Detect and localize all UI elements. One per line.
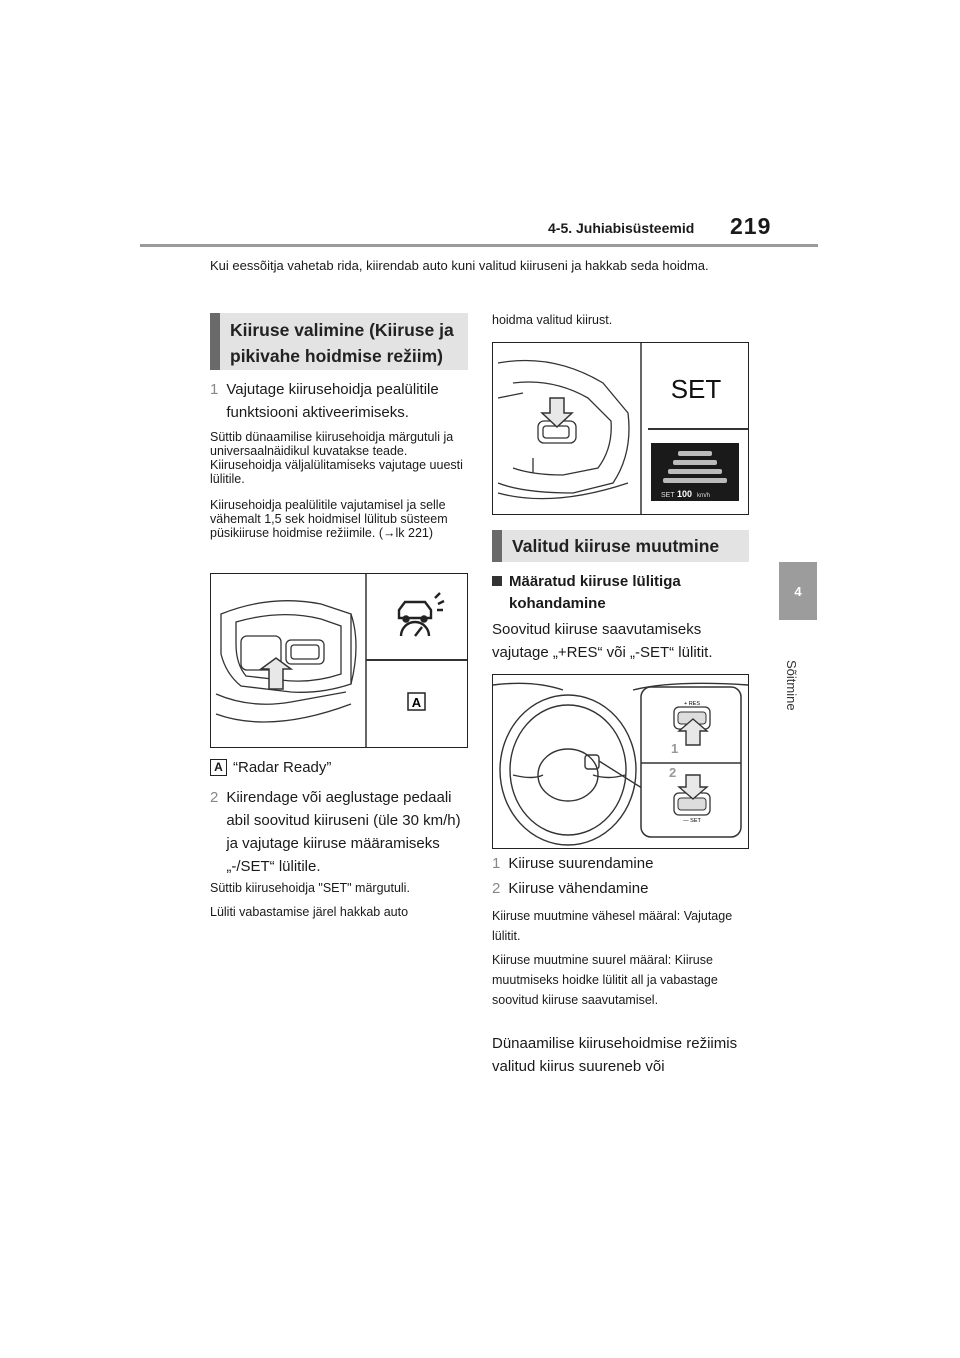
subheading xyxy=(492,571,749,615)
figure-res-set-switch xyxy=(492,674,749,849)
list-text: Kiiruse suurendamine xyxy=(508,855,654,872)
set-label: — SET xyxy=(683,818,701,824)
figure-caption xyxy=(210,756,331,779)
press-arrow-icon xyxy=(542,398,572,427)
continuation-text: hoidma valitud kiirust. xyxy=(492,313,613,327)
header-rule xyxy=(140,244,818,247)
chapter-tab xyxy=(779,562,817,620)
step-text: Vajutage kiirusehoidja pealülitile funktsiooni aktiveerimiseks. xyxy=(226,381,439,421)
display-speed: 100 xyxy=(677,489,693,499)
intro-text: Kui eessõitja vahetab rida, kiirendab auto kuni valitud kiiruseni ja hakkab seda hoidma. xyxy=(210,258,709,273)
step-text: Kiirendage või aeglustage pedaali abil soovitud kiiruseni (üle 30 km/h) ja vajutage kiiruse määramiseks „-/SET“ lülitile. xyxy=(226,789,461,875)
caption-text: “Radar Ready” xyxy=(233,759,332,776)
list-text: Kiiruse vähendamine xyxy=(508,880,649,897)
radar-cruise-icon xyxy=(399,593,444,636)
change-speed-list xyxy=(492,852,749,900)
res-label: + RES xyxy=(683,701,701,707)
section-heading-change-speed: Valitud kiiruse muutmine xyxy=(492,530,749,562)
set-indicator-text: SET xyxy=(670,374,722,404)
step-2 xyxy=(210,786,475,878)
note-text: Kiirusehoidja pealülitile vajutamisel ja selle vähemalt 1,5 sek hoidmisel lülitub süsteem püsikiiruse hoidmise režiimile. xyxy=(210,498,448,540)
page-number: 219 xyxy=(730,213,772,239)
section-heading-speed-select: Kiiruse valimine (Kiiruse ja pikivahe hoidmise režiim) xyxy=(210,313,468,370)
list-number: 2 xyxy=(492,880,501,897)
callout-a-label: A xyxy=(411,695,422,710)
list-item xyxy=(492,852,749,875)
display-set-label: SET xyxy=(661,492,675,499)
page-reference: (→lk 221) xyxy=(378,526,434,540)
set-switch-illustration xyxy=(493,343,748,514)
steering-switch-illustration xyxy=(211,574,467,747)
figure-callout-a xyxy=(408,693,425,710)
display-unit: km/h xyxy=(697,493,711,499)
callout-2: 2 xyxy=(669,765,677,780)
figure-main-switch xyxy=(210,573,468,748)
step-number: 1 xyxy=(210,381,219,398)
square-bullet-icon xyxy=(492,576,502,586)
list-item xyxy=(492,877,749,900)
note-set-indicator: Süttib kiirusehoidja "SET" märgutuli. xyxy=(210,881,410,895)
body-text-2: Dünaamilise kiirusehoidmise režiimis valitud kiirus suureneb või xyxy=(492,1035,738,1075)
chapter-number: 4 xyxy=(794,583,802,599)
step-number: 2 xyxy=(210,789,219,806)
callout-1: 1 xyxy=(671,741,679,756)
body-text-1: Soovitud kiiruse saavutamiseks vajutage „+RES“ või „-SET“ lülitit. xyxy=(492,621,713,661)
note-release: Lüliti vabastamise järel hakkab auto xyxy=(210,905,409,919)
note-constant-speed xyxy=(210,498,472,540)
meter-display xyxy=(651,443,739,501)
subheading-text: Määratud kiiruse lülitiga kohandamine xyxy=(509,573,681,612)
list-number: 1 xyxy=(492,855,501,872)
note-small-change: Kiiruse muutmine vähesel määral: Vajutage lülitit. xyxy=(492,909,733,943)
figure-set-switch xyxy=(492,342,749,515)
caption-badge: A xyxy=(210,759,227,776)
press-arrow-icon xyxy=(261,658,291,689)
note-large-change: Kiiruse muutmine suurel määral: Kiiruse muutmiseks hoidke lülitit all ja vabastage soovitud kiiruse saavutamisel. xyxy=(492,953,718,1007)
step-1 xyxy=(210,378,475,424)
section-title: 4-5. Juhiabisüsteemid xyxy=(548,220,695,236)
chapter-label: Sõitmine xyxy=(784,660,799,711)
steering-wheel-illustration xyxy=(493,675,748,848)
note-indicator: Süttib dünaamilise kiirusehoidja märgutuli ja universaalnäidikul kuvatakse teade. Kiirusehoidja väljalülitamiseks vajutage uuesti lülitile. xyxy=(210,430,463,486)
